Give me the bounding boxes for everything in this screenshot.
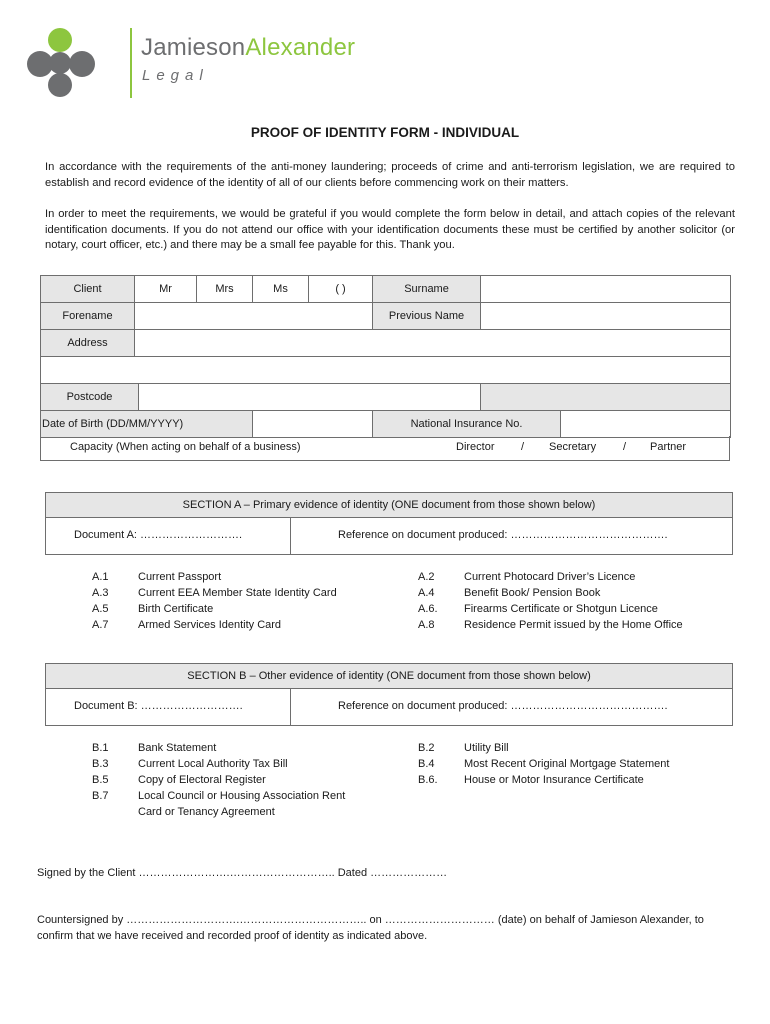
logo-divider	[130, 28, 132, 98]
address-field-line2[interactable]	[41, 357, 731, 384]
page-title: PROOF OF IDENTITY FORM - INDIVIDUAL	[250, 125, 520, 140]
confirmation-text: confirm that we have received and recorded proof of identity as indicated above.	[37, 930, 428, 942]
client-signature-line[interactable]: Signed by the Client …………………….……………………….. Dated …………………	[37, 867, 448, 879]
capacity-separator: /	[623, 441, 627, 453]
capacity-secretary-option[interactable]: Secretary	[549, 441, 597, 453]
instructions-paragraph: In order to meet the requirements, we would be grateful if you would complete the form below in detail, and attach copies of the relevant identification documents. If you do not attend our office with your identification documents these must be certified by another solicitor (or notary, court officer, etc.) and there may be a small fee payable for this. Thank you.	[45, 208, 735, 251]
surname-field[interactable]	[481, 276, 731, 303]
capacity-partner-option[interactable]: Partner	[650, 441, 687, 453]
clover-logo-icon	[24, 28, 110, 98]
title-mrs-option[interactable]: Mrs	[197, 276, 253, 303]
logo-name: JamiesonAlexander	[141, 34, 356, 61]
section-a-header: SECTION A – Primary evidence of identity (ONE document from those shown below)	[46, 493, 732, 518]
document-a-field[interactable]: Document A: ……………………….	[74, 529, 243, 541]
capacity-director-option[interactable]: Director	[456, 441, 495, 453]
postcode-blank-cell	[481, 384, 731, 411]
title-ms-option[interactable]: Ms	[253, 276, 309, 303]
intro-paragraph: In accordance with the requirements of the anti-money laundering; proceeds of crime and anti-terrorism legislation, we are required to establish and record evidence of the identity of all of our clients before commencing work on their matters.	[45, 161, 735, 189]
logo-subtitle: Legal	[142, 67, 209, 84]
reference-a-field[interactable]: Reference on document produced: …………………………………….	[338, 529, 668, 541]
postcode-field[interactable]	[139, 384, 481, 411]
title-mr-option[interactable]: Mr	[135, 276, 197, 303]
section-a-list: A.1 Current Passport A.2 Current Photocard Driver’s Licence A.3 Current EEA Member State Identity Card A.4 Benefit Book/ Pension Book A.5 Birth Certificate A.6. Firearms Certificate or Shotgun Licence A.7 Armed Services Identity Card A.8 Residence Permit issued by the Home Office	[92, 571, 683, 631]
countersigned-line[interactable]: Countersigned by ………………………….…………………………….. on ………………………… (date) on behalf of Jamieson Alexander, to	[37, 914, 704, 926]
postcode-label: Postcode	[41, 384, 139, 411]
section-a-row	[46, 518, 732, 554]
section-b-header: SECTION B – Other evidence of identity (ONE document from those shown below)	[46, 664, 732, 689]
client-details-table	[40, 275, 731, 438]
reference-b-field[interactable]: Reference on document produced: …………………………………….	[338, 700, 668, 712]
document-b-field[interactable]: Document B: ……………………….	[74, 700, 243, 712]
previous-name-label: Previous Name	[373, 303, 481, 330]
section-b-box	[45, 663, 733, 726]
address-label: Address	[41, 330, 135, 357]
capacity-label: Capacity (When acting on behalf of a business)	[70, 441, 301, 453]
previous-name-field[interactable]	[481, 303, 731, 330]
client-label: Client	[41, 276, 135, 303]
capacity-separator: /	[521, 441, 525, 453]
ni-field[interactable]	[561, 411, 731, 438]
title-other-option[interactable]: ( )	[309, 276, 373, 303]
ni-label: National Insurance No.	[373, 411, 561, 438]
section-b-list: B.1 Bank Statement B.2 Utility Bill B.3 Current Local Authority Tax Bill B.4 Most Recent Original Mortgage Statement B.5 Copy of Electoral Register B.6. House or Motor Insurance Certificate B.7 Local Council or Housing Association Rent Card or Tenancy Agreement	[92, 742, 670, 818]
forename-label: Forename	[41, 303, 135, 330]
surname-label: Surname	[373, 276, 481, 303]
address-field-line1[interactable]	[135, 330, 731, 357]
dob-label: Date of Birth (DD/MM/YYYY)	[41, 411, 253, 438]
forename-field[interactable]	[135, 303, 373, 330]
section-b-row	[46, 689, 732, 725]
company-logo	[24, 28, 364, 98]
dob-field[interactable]	[253, 411, 373, 438]
section-a-box	[45, 492, 733, 555]
capacity-row	[40, 436, 730, 461]
